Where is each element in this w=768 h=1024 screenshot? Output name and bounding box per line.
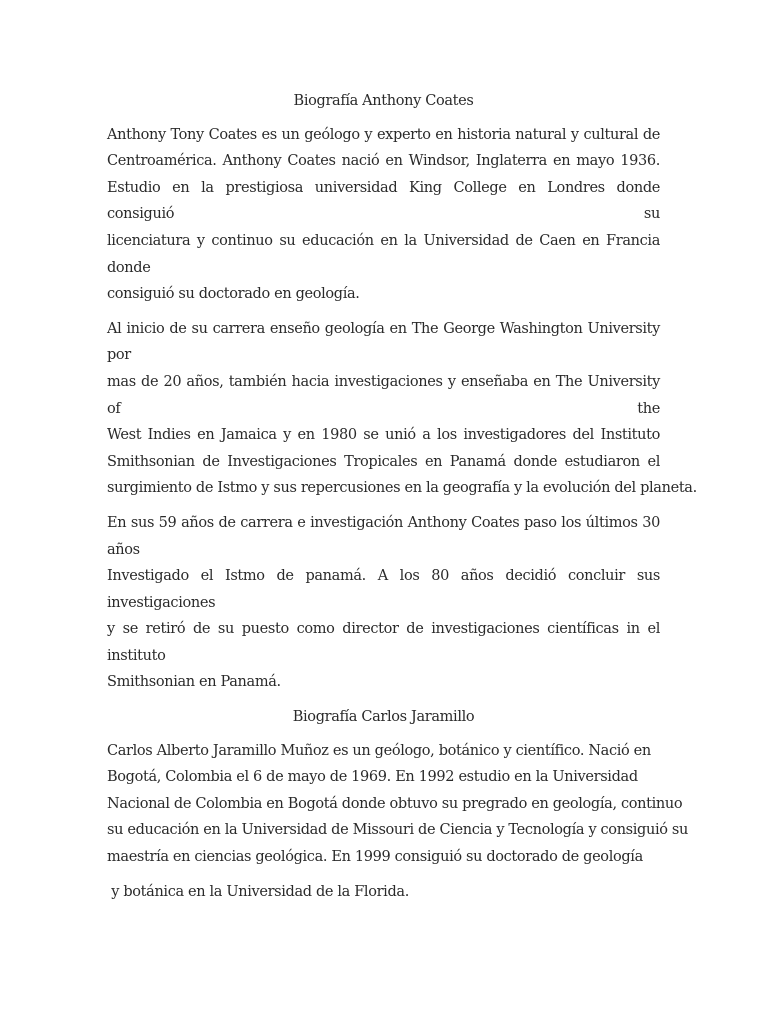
text-line: Estudio en la prestigiosa universidad King College en Londres donde consiguió su: [107, 179, 660, 223]
text-line: y se retiró de su puesto como director de investigaciones científicas in el instituto: [107, 621, 660, 664]
text-line: Nacional de Colombia en Bogotá donde obtuvo su pregrado en geología, continuo: [107, 795, 683, 812]
text-line: Anthony Tony Coates es un geólogo y experto en historia natural y cultural de: [107, 126, 660, 143]
text-line: Centroamérica. Anthony Coates nació en Windsor, Inglaterra en mayo 1936.: [107, 153, 660, 170]
text-line: En sus 59 años de carrera e investigación Anthony Coates paso los últimos 30 años: [107, 514, 660, 558]
paragraph-coates-1: [107, 122, 660, 308]
paragraph-coates-3: [107, 510, 660, 696]
text-line: Carlos Alberto Jaramillo Muñoz es un geólogo, botánico y científico. Nació en: [107, 742, 651, 759]
text-line: Smithsonian en Panamá.: [107, 674, 281, 691]
paragraph-coates-2: [107, 316, 697, 502]
text-line: maestría en ciencias geológica. En 1999 consiguió su doctorado de geología: [107, 849, 643, 866]
section-title-anthony-coates: Biografía Anthony Coates: [293, 93, 474, 109]
text-line: Bogotá, Colombia el 6 de mayo de 1969. En 1992 estudio en la Universidad: [107, 769, 638, 786]
section-title-carlos-jaramillo: Biografía Carlos Jaramillo: [292, 709, 475, 726]
paragraph-jaramillo-2: [107, 879, 660, 906]
text-line: su educación en la Universidad de Missouri de Ciencia y Tecnología y consiguió su: [107, 822, 688, 839]
paragraph-jaramillo-1: [107, 738, 688, 871]
text-line: surgimiento de Istmo y sus repercusiones en la geografía y la evolución del planeta.: [107, 480, 697, 497]
text-line: West Indies en Jamaica y en 1980 se unió a los investigadores del Instituto: [107, 427, 660, 444]
document-page: [107, 88, 697, 913]
text-line: Smithsonian de Investigaciones Tropicales en Panamá donde estudiaron el: [107, 453, 660, 470]
text-line: Al inicio de su carrera enseño geología en The George Washington University por: [107, 320, 660, 364]
text-line: licenciatura y continuo su educación en la Universidad de Caen en Francia donde: [107, 232, 660, 276]
text-line: y botánica en la Universidad de la Florida.: [107, 883, 409, 900]
text-line: consiguió su doctorado en geología.: [107, 286, 360, 303]
text-line: Investigado el Istmo de panamá. A los 80 años decidió concluir sus investigaciones: [107, 568, 660, 611]
text-line: mas de 20 años, también hacia investigaciones y enseñaba en The University of the: [107, 373, 660, 417]
